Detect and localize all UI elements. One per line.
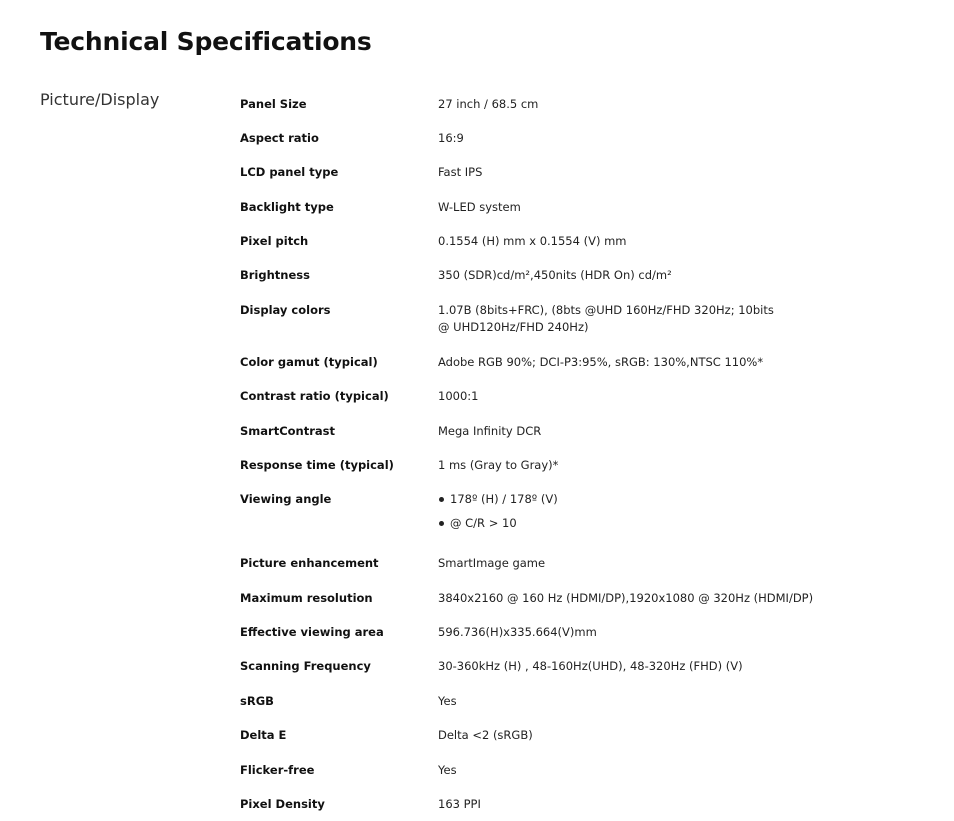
spec-value: 16:9 xyxy=(438,131,464,145)
spec-value: 1.07B (8bits+FRC), (8bts @UHD 160Hz/FHD 320Hz; 10bits @ UHD120Hz/FHD 240Hz) xyxy=(438,303,774,334)
spec-value: Fast IPS xyxy=(438,165,483,179)
spec-value: 1000:1 xyxy=(438,389,479,403)
list-item: 178º (H) / 178º (V) xyxy=(438,491,858,508)
spec-label: Viewing angle xyxy=(240,492,332,506)
spec-value: 163 PPI xyxy=(438,797,481,811)
spec-value: 1 ms (Gray to Gray)* xyxy=(438,458,559,472)
section-title: Picture/Display xyxy=(40,90,160,109)
spec-label: Delta E xyxy=(240,728,287,742)
spec-value: Yes xyxy=(438,694,457,708)
spec-label: Display colors xyxy=(240,303,331,317)
spec-label: Effective viewing area xyxy=(240,625,384,639)
viewing-angle-list xyxy=(438,491,858,532)
spec-value: Yes xyxy=(438,763,457,777)
spec-value: 596.736(H)x335.664(V)mm xyxy=(438,625,597,639)
spec-value: 27 inch / 68.5 cm xyxy=(438,97,539,111)
spec-value: 350 (SDR)cd/m²,450nits (HDR On) cd/m² xyxy=(438,268,672,282)
spec-label: Picture enhancement xyxy=(240,556,379,570)
spec-value: Mega Infinity DCR xyxy=(438,424,542,438)
spec-value: 30-360kHz (H) , 48-160Hz(UHD), 48-320Hz (FHD) (V) xyxy=(438,659,743,673)
spec-label: Backlight type xyxy=(240,200,334,214)
spec-label: Aspect ratio xyxy=(240,131,319,145)
spec-label: Brightness xyxy=(240,268,310,282)
spec-value: 3840x2160 @ 160 Hz (HDMI/DP),1920x1080 @ 320Hz (HDMI/DP) xyxy=(438,591,814,605)
spec-label: Panel Size xyxy=(240,97,307,111)
spec-label: Color gamut (typical) xyxy=(240,355,378,369)
spec-value: SmartImage game xyxy=(438,556,546,570)
spec-label: Contrast ratio (typical) xyxy=(240,389,389,403)
spec-value: 0.1554 (H) mm x 0.1554 (V) mm xyxy=(438,234,627,248)
list-item: @ C/R > 10 xyxy=(438,515,858,532)
spec-label: sRGB xyxy=(240,694,274,708)
spec-label: SmartContrast xyxy=(240,424,335,438)
spec-label: Flicker-free xyxy=(240,763,315,777)
spec-label: Pixel pitch xyxy=(240,234,309,248)
page-title: Technical Specifications xyxy=(40,27,372,56)
spec-label: Pixel Density xyxy=(240,797,325,811)
spec-value: Adobe RGB 90%; DCI-P3:95%, sRGB: 130%,NTSC 110%* xyxy=(438,355,764,369)
spec-label: LCD panel type xyxy=(240,165,339,179)
spec-value: W-LED system xyxy=(438,200,521,214)
spec-value xyxy=(438,491,858,539)
spec-label: Scanning Frequency xyxy=(240,659,371,673)
spec-label: Response time (typical) xyxy=(240,458,394,472)
spec-label: Maximum resolution xyxy=(240,591,373,605)
spec-value: Delta <2 (sRGB) xyxy=(438,728,533,742)
